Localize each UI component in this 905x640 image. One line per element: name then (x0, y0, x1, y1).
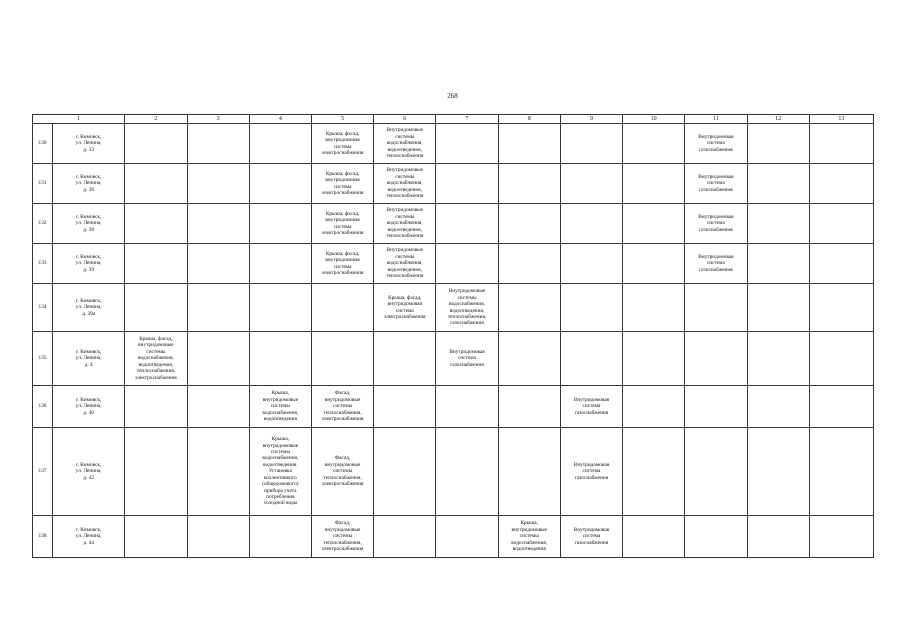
work-cell (685, 516, 747, 558)
work-cell (125, 516, 187, 558)
work-cell (187, 244, 249, 284)
table-row (33, 332, 874, 386)
work-cell (747, 386, 809, 428)
row-number: 131 (33, 164, 53, 204)
work-cell (187, 428, 249, 516)
address-cell: г. Кимовск, ул. Ленина, д. 39 (53, 244, 125, 284)
work-cell (560, 164, 622, 204)
work-cell (187, 386, 249, 428)
row-number: 137 (33, 428, 53, 516)
page-number: 268 (447, 92, 458, 100)
table-row (33, 516, 874, 558)
work-cell (311, 284, 373, 332)
work-cell: Крыша, фасад, внутридомовая система электроснабжения (374, 284, 436, 332)
work-cell: Внутридомовая система газоснабжения (685, 204, 747, 244)
work-cell (125, 164, 187, 204)
work-cell (747, 516, 809, 558)
work-cell: Фасад, внутридомовые системы теплоснабжения, электроснабжения (311, 428, 373, 516)
work-cell (747, 428, 809, 516)
address-cell: г. Кимовск, ул. Ленина, д. 36 (53, 164, 125, 204)
row-number: 136 (33, 386, 53, 428)
work-cell (249, 516, 311, 558)
work-cell (623, 204, 685, 244)
work-cell (560, 244, 622, 284)
row-number: 132 (33, 204, 53, 244)
work-cell (436, 428, 498, 516)
work-cell: Крыша, фасад, внутридомовые системы водоснабжения, водоотведения, теплоснабжения, электроснабжения (125, 332, 187, 386)
work-cell (436, 164, 498, 204)
work-cell (125, 124, 187, 164)
work-cell (498, 332, 560, 386)
work-cell (498, 164, 560, 204)
work-cell: Внутридомовые системы водоснабжения, водоотведения, теплоснабжения (374, 244, 436, 284)
work-cell (187, 204, 249, 244)
work-cell: Внутридомовые системы водоснабжения, водоотведения, теплоснабжения (374, 124, 436, 164)
work-cell: Крыша, внутридомовые системы водоснабжения, водоотведения (249, 386, 311, 428)
work-cell (747, 332, 809, 386)
work-cell (747, 244, 809, 284)
table-row (33, 164, 874, 204)
repair-schedule-table (32, 114, 874, 558)
work-cell (498, 124, 560, 164)
work-cell (623, 332, 685, 386)
work-cell (809, 332, 873, 386)
header-cell: 8 (498, 115, 560, 124)
work-cell (498, 284, 560, 332)
work-cell (498, 204, 560, 244)
work-cell: Внутридомовые системы водоснабжения, водоотведения, теплоснабжения, газоснабжения (436, 284, 498, 332)
work-cell (187, 332, 249, 386)
work-cell (685, 428, 747, 516)
work-cell (809, 284, 873, 332)
work-cell (187, 516, 249, 558)
address-cell: г. Кимовск, ул. Ленина, д. 44 (53, 516, 125, 558)
work-cell: Фасад, внутридомовые системы теплоснабжения, электроснабжения (311, 386, 373, 428)
work-cell (436, 516, 498, 558)
address-cell: г. Кимовск, ул. Ленина, д. 4 (53, 332, 125, 386)
work-cell (374, 428, 436, 516)
work-cell (249, 332, 311, 386)
work-cell (498, 386, 560, 428)
work-cell (809, 204, 873, 244)
work-cell (623, 124, 685, 164)
table-row (33, 428, 874, 516)
work-cell (374, 516, 436, 558)
work-cell (125, 428, 187, 516)
work-cell: Внутридомовые системы водоснабжения, водоотведения, теплоснабжения (374, 164, 436, 204)
work-cell (809, 244, 873, 284)
work-cell (374, 386, 436, 428)
work-cell (436, 124, 498, 164)
work-cell (436, 244, 498, 284)
work-cell (623, 164, 685, 204)
work-cell (374, 332, 436, 386)
header-cell: 12 (747, 115, 809, 124)
work-cell (747, 284, 809, 332)
header-cell: 1 (33, 115, 125, 124)
work-cell: Внутридомовая система газоснабжения (685, 124, 747, 164)
work-cell (623, 428, 685, 516)
table-row (33, 124, 874, 164)
work-cell: Крыша, фасад, внутридомовая система электроснабжения (311, 244, 373, 284)
work-cell (125, 386, 187, 428)
work-cell (809, 124, 873, 164)
header-cell: 4 (249, 115, 311, 124)
work-cell: Крыша, фасад, внутридомовая система электроснабжения (311, 164, 373, 204)
work-cell (560, 124, 622, 164)
work-cell: Внутридомовая система газоснабжения (560, 516, 622, 558)
address-cell: г. Кимовск, ул. Ленина, д. 40 (53, 386, 125, 428)
work-cell (560, 284, 622, 332)
work-cell (685, 332, 747, 386)
table-row (33, 386, 874, 428)
work-cell (436, 386, 498, 428)
work-cell (498, 428, 560, 516)
address-cell: г. Кимовск, ул. Ленина, д. 42 (53, 428, 125, 516)
work-cell: Внутридомовая система газоснабжения (685, 244, 747, 284)
work-cell: Крыша, внутридомовые системы водоснабжения, водоотведения. Установка коллективного (общедомового) прибора учета потребления холодной воды (249, 428, 311, 516)
address-cell: г. Кимовск, ул. Ленина, д. 38 (53, 204, 125, 244)
work-cell (436, 204, 498, 244)
row-number: 134 (33, 284, 53, 332)
work-cell: Внутридомовая система газоснабжения (436, 332, 498, 386)
header-cell: 11 (685, 115, 747, 124)
work-cell (809, 516, 873, 558)
table-row (33, 244, 874, 284)
work-cell (685, 284, 747, 332)
work-cell (747, 124, 809, 164)
work-cell (623, 284, 685, 332)
work-cell: Внутридомовая система газоснабжения (685, 164, 747, 204)
work-cell (560, 332, 622, 386)
work-cell (809, 428, 873, 516)
work-cell (623, 244, 685, 284)
work-cell (187, 124, 249, 164)
work-cell (623, 386, 685, 428)
work-cell (249, 244, 311, 284)
work-cell: Крыша, внутридомовые системы водоснабжения, водоотведения (498, 516, 560, 558)
work-cell (809, 386, 873, 428)
work-cell (747, 164, 809, 204)
work-cell (623, 516, 685, 558)
work-cell: Внутридомовая система газоснабжения (560, 386, 622, 428)
header-row (33, 115, 874, 124)
work-cell (125, 204, 187, 244)
work-cell (187, 284, 249, 332)
work-cell (249, 164, 311, 204)
work-cell (249, 284, 311, 332)
table-row (33, 204, 874, 244)
work-cell (249, 204, 311, 244)
work-cell (747, 204, 809, 244)
work-cell: Крыша, фасад, внутридомовая система электроснабжения (311, 204, 373, 244)
header-cell: 13 (809, 115, 873, 124)
work-cell: Крыша, фасад, внутридомовая система электроснабжения (311, 124, 373, 164)
work-cell (809, 164, 873, 204)
work-cell (560, 204, 622, 244)
address-cell: г. Кимовск, ул. Ленина, д. 39а (53, 284, 125, 332)
header-cell: 3 (187, 115, 249, 124)
work-cell: Фасад, внутридомовые системы теплоснабжения, электроснабжения (311, 516, 373, 558)
header-cell: 9 (560, 115, 622, 124)
table-row (33, 284, 874, 332)
work-cell (498, 244, 560, 284)
work-cell (187, 164, 249, 204)
header-cell: 7 (436, 115, 498, 124)
work-cell (685, 386, 747, 428)
row-number: 135 (33, 332, 53, 386)
header-cell: 2 (125, 115, 187, 124)
work-cell (249, 124, 311, 164)
row-number: 138 (33, 516, 53, 558)
work-cell (311, 332, 373, 386)
row-number: 133 (33, 244, 53, 284)
header-cell: 6 (374, 115, 436, 124)
work-cell: Внутридомовая система газоснабжения (560, 428, 622, 516)
work-cell (125, 244, 187, 284)
header-cell: 5 (311, 115, 373, 124)
header-cell: 10 (623, 115, 685, 124)
row-number: 130 (33, 124, 53, 164)
work-cell: Внутридомовые системы водоснабжения, водоотведения, теплоснабжения (374, 204, 436, 244)
address-cell: г. Кимовск, ул. Ленина, д. 33 (53, 124, 125, 164)
work-cell (125, 284, 187, 332)
